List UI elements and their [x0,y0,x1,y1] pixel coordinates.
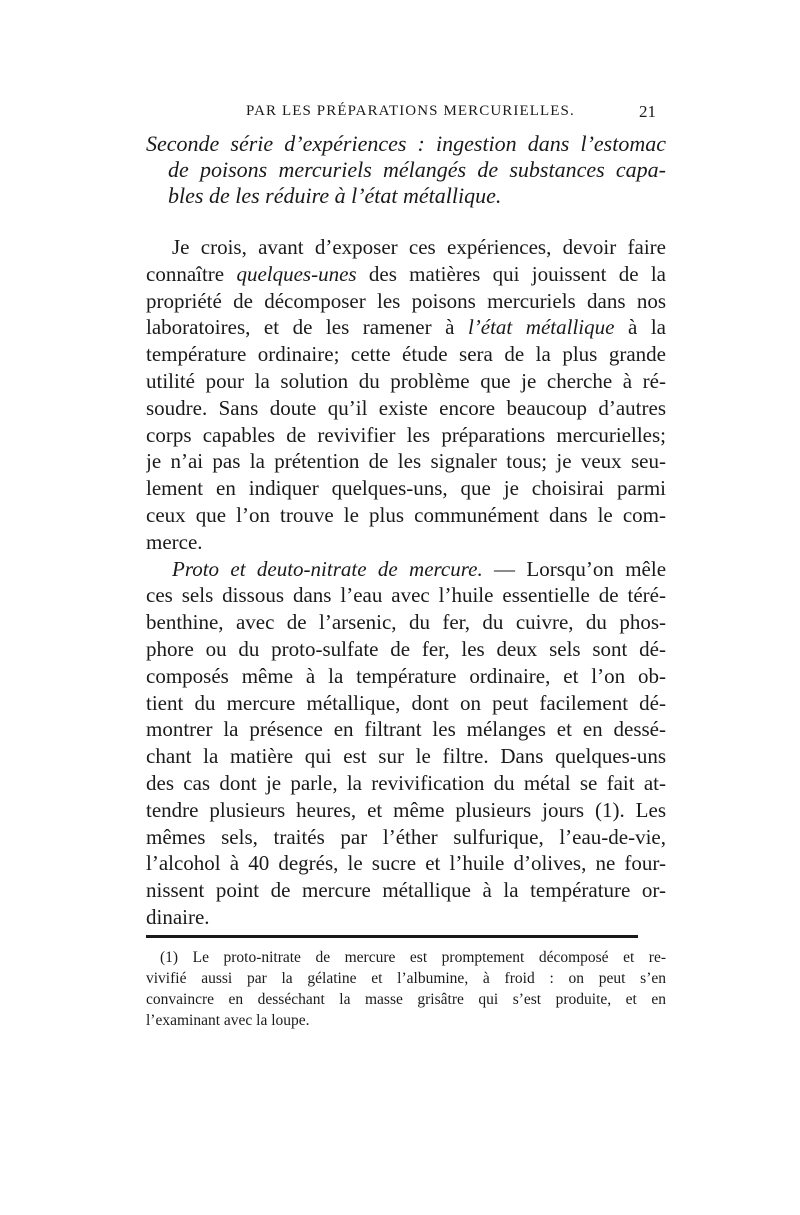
body-line: nissent point de mercure métallique à la température or- [146,878,666,903]
footnote-line: (1) Le proto-nitrate de mercure est promptement décomposé et re- [160,949,666,966]
heading-line: de poisons mercuriels mélangés de substances capa- [168,157,666,182]
body-line: utilité pour la solution du problème que je cherche à ré- [146,368,666,393]
body-line: montrer la présence en filtrant les mélanges et en dessé- [146,717,666,742]
body-line: l’alcohol à 40 degrés, le sucre et l’huile d’olives, ne four- [146,851,666,876]
body-line: corps capables de revivifier les préparations mercurielles; [146,422,666,447]
body-line: soudre. Sans doute qu’il existe encore beaucoup d’autres [146,395,666,420]
italic-phrase: quelques-unes [236,261,357,286]
body-line: composés même à la température ordinaire, et l’on ob- [146,663,666,688]
body-line: je n’ai pas la prétention de les signaler tous; je veux seu- [146,449,666,474]
body-line: Proto et deuto-nitrate de mercure. — Lorsqu’on mêle [172,556,666,581]
running-head-title: PAR LES PRÉPARATIONS MERCURIELLES. [246,103,575,119]
body-line: benthine, avec de l’arsenic, du fer, du cuivre, du phos- [146,610,666,635]
section-heading [146,131,666,209]
footnote-line: convaincre en desséchant la masse grisâtre qui s’est produite, et en [146,991,666,1008]
body-line: ceux que l’on trouve le plus communément dans le com- [146,502,666,527]
footnote-line: vivifié aussi par la gélatine et l’albumine, à froid : on peut s’en [146,970,666,987]
body-line: des cas dont je parle, la revivification du métal se fait at- [146,770,666,795]
body-text [146,234,666,931]
body-line: dinaire. [146,904,210,929]
body-line: chant la matière qui est sur le filtre. Dans quelques-uns [146,744,666,769]
body-line: laboratoires, et de les ramener à l’état métallique à la [146,315,666,340]
body-line: merce. [146,529,203,554]
italic-phrase: l’état métallique [467,315,615,340]
footnote-line: l’examinant avec la loupe. [146,1012,310,1029]
heading-line: bles de les réduire à l’état métallique. [168,183,502,208]
heading-line: Seconde série d’expériences : ingestion dans l’estomac [146,131,666,156]
body-line: mêmes sels, traités par l’éther sulfurique, l’eau-de-vie, [146,824,666,849]
body-line: propriété de décomposer les poisons mercuriels dans nos [146,288,666,313]
running-head [246,103,656,123]
body-line: connaître quelques-unes des matières qui jouissent de la [146,261,666,286]
footnote-rule [146,935,638,938]
body-line: tendre plusieurs heures, et même plusieurs jours (1). Les [146,797,666,822]
footnote [146,947,666,1031]
body-line: ces sels dissous dans l’eau avec l’huile essentielle de téré- [146,583,666,608]
body-line: température ordinaire; cette étude sera de la plus grande [146,342,666,367]
page-number: 21 [639,102,656,121]
body-line: phore ou du proto-sulfate de fer, les deux sels sont dé- [146,636,666,661]
body-line: tient du mercure métallique, dont on peut facilement dé- [146,690,666,715]
italic-phrase: Proto et deuto-nitrate de mercure. [172,556,483,581]
body-line: lement en indiquer quelques-uns, que je choisirai parmi [146,476,666,501]
body-line: Je crois, avant d’exposer ces expériences, devoir faire [172,235,666,259]
